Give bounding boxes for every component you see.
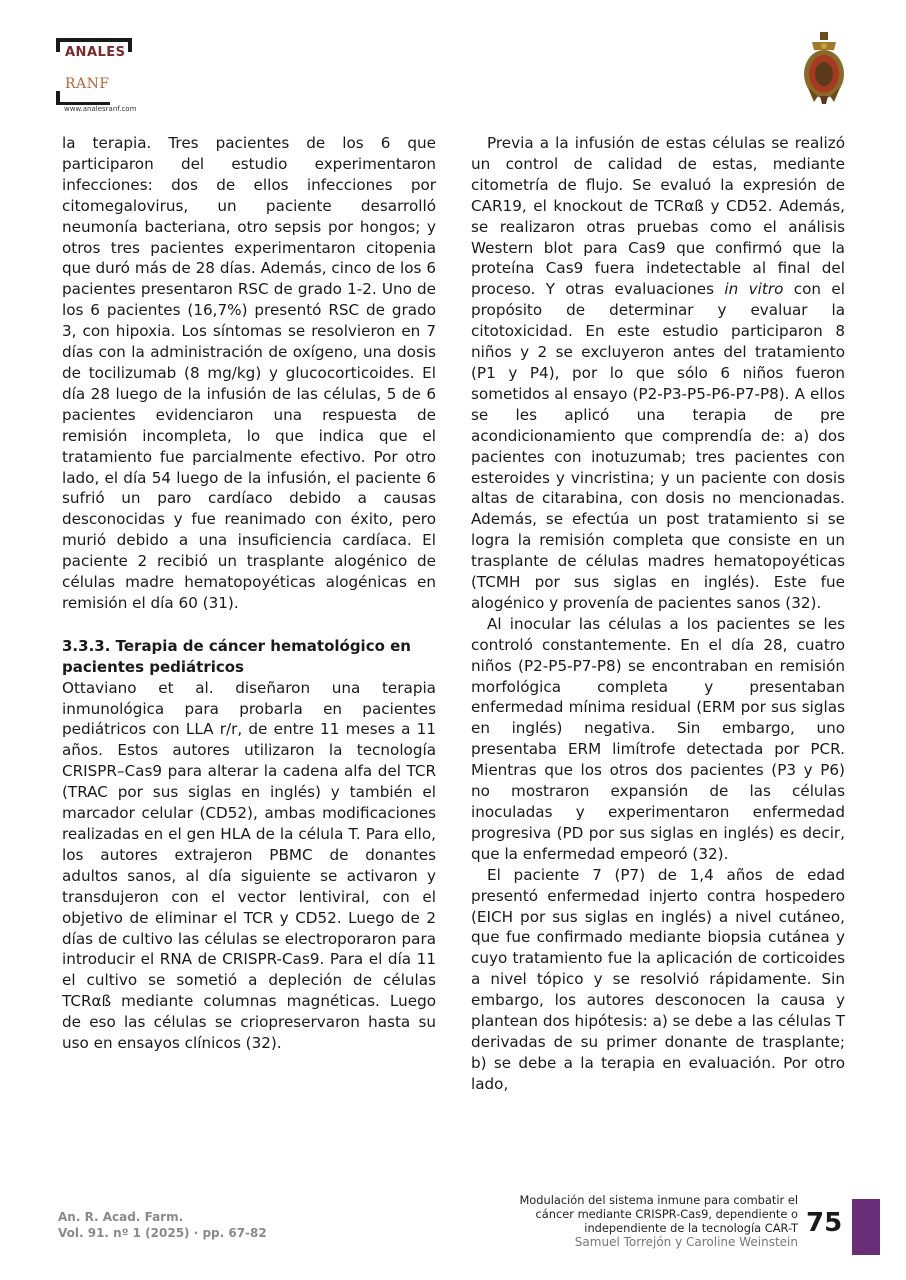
logo-bar bbox=[128, 38, 132, 52]
journal-logo bbox=[56, 38, 186, 118]
journal-name: An. R. Acad. Farm. bbox=[58, 1210, 184, 1224]
page-tab bbox=[852, 1199, 880, 1255]
journal-citation bbox=[58, 1209, 267, 1241]
right-paragraph-1-a: Previa a la infusión de estas células se realizó un control de calidad de estas, mediante citometría de flujo. Se evaluó la expresión de CAR19, el knockout de TCRαß y CD52. Además, se realizaron otras pruebas como el análisis Western blot para Cas9 que confirmó que la proteína Cas9 fuera indetectable al final del proceso. Y otras evaluaciones bbox=[471, 134, 845, 299]
right-paragraph-1-b: con el propósito de determinar y evaluar la citotoxicidad. En este estudio participaron 8 niños y 2 se excluyeron antes del tratamiento (P1 y P4), por lo que sólo 6 niños fueron sometidos al ensayo (P2-P3-P5-P6-P7-P8). A ellos se les aplicó una terapia de pre acondicionamiento que comprendía de: a) dos pacientes con inotuzumab; tres pacientes con esteroides y vincristina; y un paciente con dosis altas de citarabina, con dosis no mencionadas. Además, se efectúa un post tratamiento si se logra la remisión completa que consiste en un trasplante de células madres hematopoyéticas (TCMH por sus siglas en inglés). Este fue alogénico y provenía de pacientes sanos (32). bbox=[471, 280, 846, 612]
logo-anales-text: ANALES bbox=[65, 45, 126, 60]
right-paragraph-1 bbox=[471, 133, 845, 614]
italic-term: in vitro bbox=[724, 280, 784, 299]
logo-url: www.analesranf.com bbox=[64, 105, 137, 113]
right-paragraph-3: El paciente 7 (P7) de 1,4 años de edad presentó enfermedad injerto contra hospedero (EICH por sus siglas en inglés) a nivel cutáneo, que fue confirmado mediante biopsia cutánea y cuyo tratamiento fue la aplicación de corticoides a nivel tópico y se resolvió rápidamente. Sin embargo, los autores desconocen la causa y plantean dos hipótesis: a) se debe a las células T derivadas de su primer donante de trasplante; b) se debe a la terapia en evaluación. Por otro lado, bbox=[471, 865, 846, 1093]
running-title bbox=[480, 1193, 798, 1249]
running-title-line: independiente de la tecnología CAR-T bbox=[584, 1221, 798, 1235]
logo-bar bbox=[56, 38, 60, 52]
section-heading: 3.3.3. Terapia de cáncer hematológico en pacientes pediátricos bbox=[62, 636, 411, 676]
journal-volume: Vol. 91. nº 1 (2025) · pp. 67-82 bbox=[58, 1226, 267, 1240]
running-title-line: Modulación del sistema inmune para combatir el bbox=[519, 1193, 798, 1207]
right-column bbox=[471, 133, 845, 1095]
academy-crest-icon bbox=[800, 30, 848, 106]
authors: Samuel Torrejón y Caroline Weinstein bbox=[574, 1235, 798, 1249]
left-paragraph-2: Ottaviano et al. diseñaron una terapia inmunológica para probarla en pacientes pediátricos con LLA r/r, de entre 11 meses a 11 años. Estos autores utilizaron la tecnología CRISPR–Cas9 para alterar la cadena alfa del TCR (TRAC por sus siglas en inglés) y también el marcador celular (CD52), ambas modificaciones realizadas en el gen HLA de la célula T. Para ello, los autores extrajeron PBMC de donantes adultos sanos, al día siguiente se activaron y transdujeron con el vector lentiviral, con el objetivo de eliminar el TCR y CD52. Luego de 2 días de cultivo las células se electroporaron para introducir el RNA de CRISPR-Cas9. Para el día 11 el cultivo se sometió a depleción de células TCRαß mediante columnas magnéticas. Luego de eso las células se criopreservaron hasta su uso en ensayos clínicos (32). bbox=[62, 678, 436, 1053]
right-paragraph-2: Al inocular las células a los pacientes se les controló constantemente. En el día 28, cuatro niños (P2-P5-P7-P8) se encontraban en remisión morfológica completa y presentaban enfermedad mínima residual (ERM por sus siglas en inglés) negativa. Sin embargo, uno presentaba ERM limítrofe detectada por PCR. Mientras que los otros dos pacientes (P3 y P6) no mostraron expansión de las células inoculadas y experimentaron enfermedad progresiva (PD por sus siglas en inglés) es decir, que la enfermedad empeoró (32). bbox=[471, 614, 845, 863]
left-column bbox=[62, 133, 436, 1054]
page-number: 75 bbox=[806, 1208, 843, 1238]
running-title-line: cáncer mediante CRISPR-Cas9, dependiente o bbox=[535, 1207, 798, 1221]
logo-ranf-text: RANF bbox=[65, 76, 110, 92]
left-paragraph-1: la terapia. Tres pacientes de los 6 que participaron del estudio experimentaron infecciones: dos de ellos infecciones por citomegalovirus, un paciente desarrolló neumonía bacteriana, otro sepsis por hongos; y otros tres pacientes experimentaron citopenia que duró más de 28 días. Además, cinco de los 6 pacientes presentaron RSC de grado 1-2. Uno de los 6 pacientes (16,7%) presentó RSC de grado 3, con hipoxia. Los síntomas se resolvieron en 7 días con la administración de oxígeno, una dosis de tocilizumab (8 mg/kg) y glucocorticoides. El día 28 luego de la infusión de las células, 5 de 6 pacientes evidenciaron una respuesta de remisión incompleta, lo que indica que el tratamiento fue parcialmente efectivo. Por otro lado, el día 54 luego de la infusión, el paciente 6 sufrió un paro cardíaco debido a causas desconocidas y fue reanimado con éxito, pero murió debido a una insuficiencia cardíaca. El paciente 2 recibió un trasplante alogénico de células madre hematopoyéticas alogénicas en remisión el día 60 (31). bbox=[62, 134, 436, 612]
logo-bar bbox=[56, 38, 132, 42]
